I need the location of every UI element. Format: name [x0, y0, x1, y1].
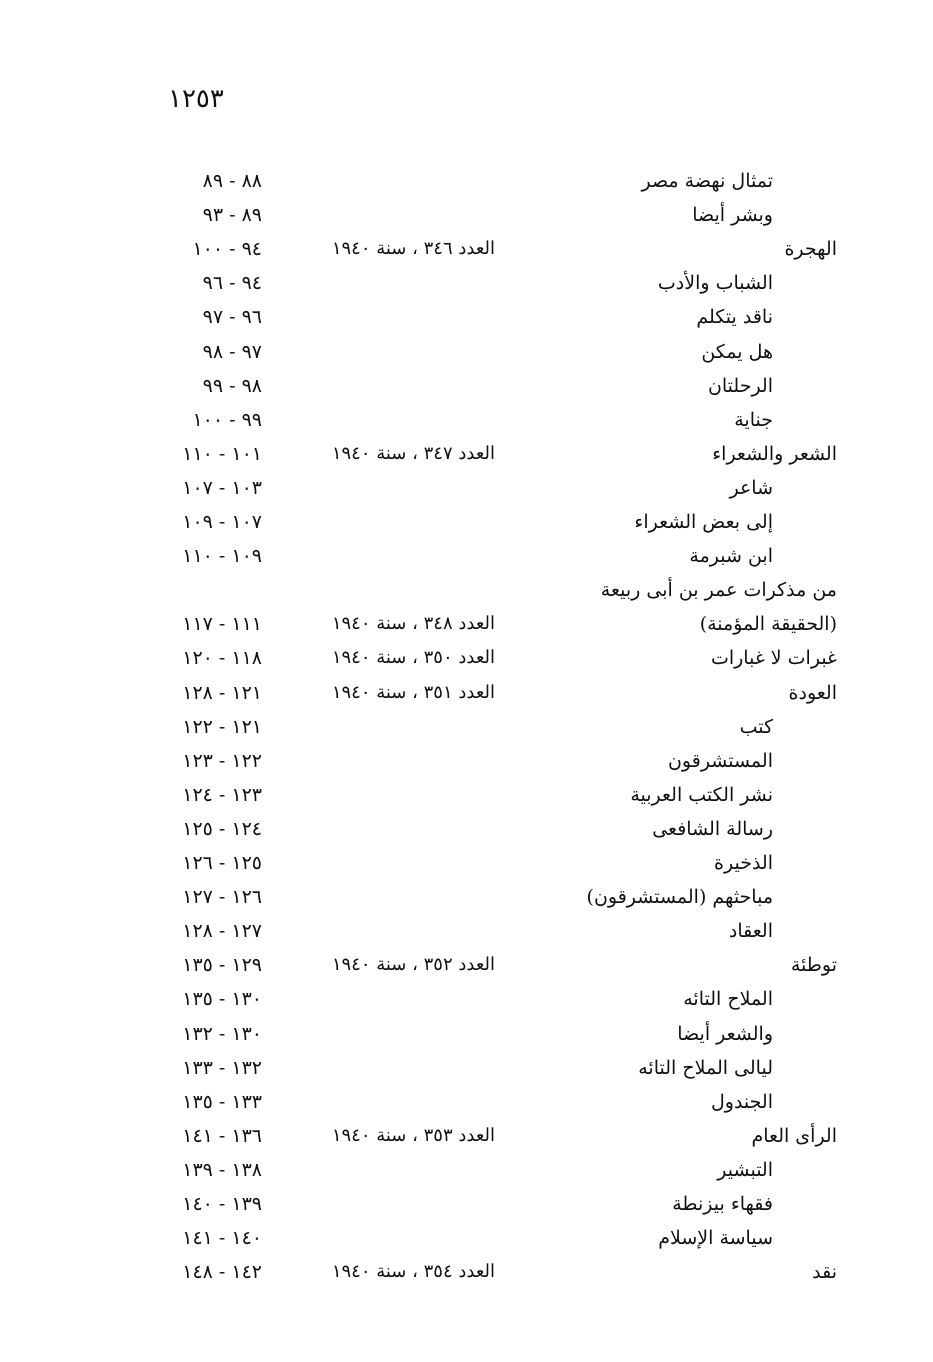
- entry-title: غبرات لا غبارات: [710, 647, 837, 670]
- index-entry: [0, 477, 933, 511]
- index-entry: [0, 920, 933, 954]
- index-entry: [0, 1091, 933, 1125]
- entry-title: والشعر أيضا: [677, 1022, 773, 1045]
- entry-pages: ١٣٣ - ١٣٥: [182, 1090, 262, 1113]
- entry-title: نشر الكتب العربية: [630, 783, 773, 806]
- entry-pages: ٨٩ - ٩٣: [202, 204, 262, 227]
- entry-pages: ١٣٠ - ١٣٥: [182, 988, 262, 1011]
- entry-pages: ٩٤ - ١٠٠: [192, 238, 262, 261]
- index-entry: [0, 238, 933, 272]
- index-entry: [0, 886, 933, 920]
- entry-pages: ١٢٢ - ١٢٣: [182, 749, 262, 772]
- entry-pages: ١٢٣ - ١٢٤: [182, 783, 262, 806]
- entry-pages: ١٤٠ - ١٤١: [182, 1227, 262, 1250]
- entry-title: من مذكرات عمر بن أبى ربيعة: [600, 579, 837, 602]
- entry-title: الملاح التائه: [683, 988, 773, 1011]
- index-entry: [0, 170, 933, 204]
- entry-issue: العدد ٣٤٦ ، سنة ١٩٤٠: [331, 238, 495, 260]
- entry-pages: ٩٨ - ٩٩: [202, 374, 262, 397]
- index-entry: [0, 409, 933, 443]
- entry-pages: ٨٨ - ٨٩: [202, 170, 262, 192]
- entry-pages: ١٣٢ - ١٣٣: [182, 1056, 262, 1079]
- entry-title: (الحقيقة المؤمنة): [699, 613, 837, 636]
- entry-title: الشباب والأدب: [657, 272, 773, 295]
- index-entry: [0, 272, 933, 306]
- entry-pages: ١٤٢ - ١٤٨: [182, 1261, 262, 1284]
- index-entry: [0, 341, 933, 375]
- entry-pages: ٩٤ - ٩٦: [202, 272, 262, 295]
- index-entry: [0, 750, 933, 784]
- index-entry: [0, 1023, 933, 1057]
- entry-title: الرحلتان: [707, 374, 773, 397]
- entry-issue: العدد ٣٥٤ ، سنة ١٩٤٠: [331, 1261, 495, 1283]
- entry-issue: العدد ٣٥٣ ، سنة ١٩٤٠: [331, 1124, 495, 1146]
- index-entry: [0, 1227, 933, 1261]
- entry-pages: ١٢٧ - ١٢٨: [182, 920, 262, 943]
- index-entry: [0, 1159, 933, 1193]
- entry-pages: ١٣٠ - ١٣٢: [182, 1022, 262, 1045]
- index-entry: [0, 1261, 933, 1295]
- entry-pages: ١٢٩ - ١٣٥: [182, 954, 262, 977]
- entry-title: المستشرقون: [667, 749, 773, 772]
- index-entry: [0, 443, 933, 477]
- index-entry: [0, 682, 933, 716]
- index-entry: [0, 306, 933, 340]
- index-entry: [0, 988, 933, 1022]
- entry-pages: ١٣٨ - ١٣٩: [182, 1158, 262, 1181]
- entry-title: إلى بعض الشعراء: [634, 511, 773, 533]
- entry-title: العقاد: [728, 920, 773, 943]
- entry-pages: ١٣٦ - ١٤١: [182, 1124, 262, 1147]
- index-entry: [0, 579, 933, 613]
- entry-title: ناقد يتكلم: [696, 306, 773, 329]
- entry-pages: ١٠٣ - ١٠٧: [182, 476, 262, 499]
- entry-title: الجندول: [710, 1090, 773, 1113]
- entry-title: الرأى العام: [751, 1124, 837, 1147]
- index-entry: [0, 1193, 933, 1227]
- entry-title: كتب: [739, 715, 773, 738]
- entry-title: نقد: [812, 1261, 837, 1284]
- entry-title: فقهاء بيزنطة: [672, 1193, 773, 1215]
- entry-pages: ١٢٤ - ١٢٥: [182, 817, 262, 840]
- entry-pages: ١٠١ - ١١٠: [182, 442, 262, 465]
- entry-title: ليالى الملاح التائه: [638, 1056, 773, 1079]
- entry-issue: العدد ٣٥١ ، سنة ١٩٤٠: [331, 681, 495, 703]
- page-number: ١٢٥٣: [168, 84, 224, 114]
- index-entry: [0, 1057, 933, 1091]
- entry-title: الشعر والشعراء: [712, 442, 837, 465]
- entry-title: ابن شبرمة: [689, 545, 773, 568]
- index-entry: [0, 204, 933, 238]
- entry-title: جناية: [734, 408, 773, 431]
- index-entry: [0, 511, 933, 545]
- entry-issue: العدد ٣٤٧ ، سنة ١٩٤٠: [331, 442, 495, 464]
- entry-title: التبشير: [717, 1158, 773, 1181]
- entry-title: الهجرة: [784, 238, 837, 261]
- index-entry: [0, 613, 933, 647]
- entry-title: رسالة الشافعى: [652, 817, 773, 840]
- entry-issue: العدد ٣٤٨ ، سنة ١٩٤٠: [331, 613, 495, 635]
- index-entry: [0, 852, 933, 886]
- index-entry: [0, 647, 933, 681]
- entry-pages: ١٢١ - ١٢٢: [182, 715, 262, 738]
- entry-title: الذخيرة: [714, 852, 773, 874]
- index-entry: [0, 954, 933, 988]
- index-entry: [0, 545, 933, 579]
- entry-pages: ١٢١ - ١٢٨: [182, 681, 262, 704]
- entry-title: توطئة: [790, 954, 837, 977]
- entry-pages: ١٠٩ - ١١٠: [182, 545, 262, 568]
- entry-pages: ٩٩ - ١٠٠: [192, 408, 262, 431]
- entry-issue: العدد ٣٥٠ ، سنة ١٩٤٠: [331, 647, 495, 669]
- entry-issue: العدد ٣٥٢ ، سنة ١٩٤٠: [331, 954, 495, 976]
- index-entry: [0, 784, 933, 818]
- entry-title: هل يمكن: [701, 340, 773, 363]
- entry-title: مباحثهم (المستشرقون): [586, 886, 773, 909]
- index-entry: [0, 375, 933, 409]
- entry-pages: ٩٦ - ٩٧: [202, 306, 262, 329]
- entry-title: تمثال نهضة مصر: [641, 170, 773, 192]
- index-entry: [0, 818, 933, 852]
- entry-pages: ١٣٩ - ١٤٠: [182, 1193, 262, 1215]
- entry-pages: ١٠٧ - ١٠٩: [182, 511, 262, 533]
- entry-title: وبشر أيضا: [692, 204, 773, 227]
- entry-pages: ١٢٥ - ١٢٦: [182, 852, 262, 874]
- entry-title: العودة: [788, 681, 837, 704]
- entry-title: سياسة الإسلام: [658, 1227, 773, 1250]
- entry-pages: ١١١ - ١١٧: [182, 613, 262, 636]
- entry-pages: ١٢٦ - ١٢٧: [182, 886, 262, 909]
- entry-pages: ١١٨ - ١٢٠: [182, 647, 262, 670]
- entry-pages: ٩٧ - ٩٨: [202, 340, 262, 363]
- entry-title: شاعر: [729, 476, 773, 499]
- index-entry: [0, 716, 933, 750]
- index-entry: [0, 1125, 933, 1159]
